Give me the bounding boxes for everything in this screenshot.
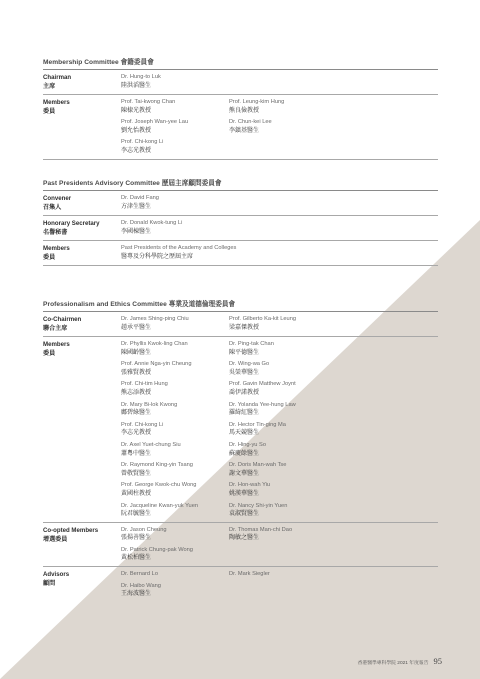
person [121,118,229,135]
role-zh: 顧問 [43,580,56,588]
people-list [121,194,438,211]
role-label [43,315,121,333]
person-name-zh: 張揚善醫生 [121,535,152,542]
people-list [121,98,438,156]
role-label [43,194,121,212]
person [229,98,337,115]
person-name-zh: 趙承平醫生 [121,324,152,331]
person-name-zh: 黃國柱教授 [121,490,152,497]
person [229,315,337,332]
person-name-zh: 熊良儉教授 [229,107,260,114]
person [229,421,337,438]
person-name-zh: 陸洪滔醫生 [121,82,152,89]
person-name-en: Dr. David Fang [121,195,159,201]
person [229,360,337,377]
person-name-en: Dr. Nancy Shi-yin Yuen [229,502,288,509]
person-name-en: Dr. Yolanda Yee-hung Law [229,401,296,408]
role-label [43,219,121,237]
person-name-en: Dr. Phyllis Kwok-ling Chan [121,341,188,347]
role-label [43,526,121,544]
person-name-en: Prof. Chi-kong Li [121,139,164,146]
section-title: Membership Committee 會籍委員會 [43,56,438,70]
person-name-en: Dr. Chun-kei Lee [229,119,272,126]
person-name-zh: 張雅賢教授 [121,369,152,376]
person-name-zh: 王海波醫生 [121,591,152,598]
person-name-zh: 陶敏之醫生 [229,535,260,542]
person [121,219,229,236]
person-name-zh: 李國棟醫生 [121,228,152,235]
role-en: Members [43,245,70,252]
person [229,340,337,357]
person-name-zh: 劉允怡教授 [121,127,152,134]
person [229,461,337,478]
role-en: Co-Chairmen [43,316,82,323]
committee-row [43,216,438,241]
person-name-zh: 袁淑賢醫生 [229,511,260,518]
person-name-en: Dr. Raymond King-yin Tsang [121,462,193,469]
person-name-zh: 陳國齡醫生 [121,349,152,356]
section-membership-committee [43,56,438,160]
person-name-zh: 蘇慶餘醫生 [229,450,260,457]
person-name-en: Prof. Chi-kong Li [121,421,164,428]
section-past-presidents-advisory-committee [43,177,438,266]
person [121,421,229,438]
person-name-zh: 蕭粵中醫生 [121,450,152,457]
footer-report-title: 香港醫學專科學院 2021 年度報告 [357,661,429,666]
person-name-zh: 謝文華醫生 [229,470,260,477]
role-en: Advisors [43,571,70,579]
role-label [43,98,121,116]
person [121,441,229,458]
person-name-en: Prof. Leung-kim Hung [229,99,285,105]
role-label [43,340,121,358]
person-name-en: Prof. Joseph Wan-yee Lau [121,119,189,126]
person-name-zh: 曾敬賢醫生 [121,470,152,477]
people-list [121,526,438,563]
person-name-en: Dr. Hung-to Luk [121,74,161,80]
people-list [121,315,438,332]
role-zh: 委員 [43,254,56,261]
person [121,380,229,397]
committee-row [43,523,438,567]
role-label [43,244,121,262]
person-name-zh: 李鎮基醫生 [229,127,260,134]
person-name-zh: 吳榮華醫生 [229,369,260,376]
page-footer [300,656,442,666]
role-zh: 召集人 [43,204,62,211]
role-en: Co-opted Members [43,526,99,534]
person-name-en: Dr. Doris Man-wah Tse [229,462,287,469]
section-title: Past Presidents Advisory Committee 歷屆主席顧問委員會 [43,177,438,191]
person-name-en: Dr. Patrick Chung-pak Wong [121,546,193,553]
person [229,481,337,498]
person-name-en: Dr. Wing-wa Go [229,361,270,368]
person [229,401,337,418]
people-list [121,244,438,261]
role-label [43,73,121,91]
person-name-en: Dr. Jason Cheung [121,526,167,533]
person-name-zh: 馬天競醫生 [229,430,260,437]
person-name-zh: 李志光教授 [121,147,152,154]
person [121,315,229,332]
person-name-en: Dr. Haibo Wang [121,582,161,589]
role-zh: 聯合主席 [43,325,68,332]
person [229,570,337,579]
person [121,461,229,478]
person-name-zh: 喬伊諾教授 [229,389,260,396]
role-zh: 委員 [43,350,56,357]
person-name-en: Dr. James Shing-ping Chiu [121,316,189,322]
person-name-zh: 阮君毓醫生 [121,511,152,518]
page-number: 95 [433,656,442,666]
role-en: Convener [43,195,72,202]
role-zh: 名譽秘書 [43,229,68,236]
person-name-en: Dr. Bernard Lo [121,571,158,578]
person-name-en: Dr. Axel Yuet-chung Siu [121,441,181,448]
person-name-en: Prof. Gavin Matthew Joynt [229,381,296,388]
committee-row [43,241,438,266]
people-list [121,219,438,236]
person-name-zh: 鄺碧綠醫生 [121,410,152,417]
people-list [121,570,438,599]
people-list [121,73,438,90]
section-professionalism-ethics-committee [43,298,438,602]
person [121,546,229,563]
committee-row [43,191,438,216]
person-name-en: Past Presidents of the Academy and Colleges [121,245,237,251]
person [229,441,337,458]
person [229,526,337,543]
person [121,138,229,155]
committee-row [43,567,438,602]
committee-row [43,70,438,95]
person [121,502,229,519]
people-list [121,340,438,519]
person [121,360,229,377]
person-name-zh: 梁嘉傑教授 [229,324,260,331]
person-name-en: Prof. Chi-tim Hung [121,381,168,388]
person-name-zh: 陳棣光教授 [121,107,152,114]
person [229,118,337,135]
person-name-en: Prof. Gilberto Ka-kit Leung [229,316,297,322]
role-en: Members [43,341,70,348]
committee-row [43,95,438,160]
role-zh: 增選委員 [43,535,68,543]
person [121,570,229,579]
person-name-en: Dr. Donald Kwok-tung Li [121,220,183,226]
person-name-zh: 熊志添教授 [121,389,152,396]
person-name-en: Dr. Thomas Man-chi Dao [229,526,293,533]
committee-row [43,337,438,523]
person-name-zh: 李志光教授 [121,430,152,437]
person [121,73,229,90]
person [121,582,229,599]
person-name-en: Prof. George Kwok-chu Wong [121,482,197,489]
person-name-en: Dr. Ping-tak Chan [229,341,274,347]
person-name-en: Dr. Jacqueline Kwan-yuk Yuen [121,502,199,509]
person-name-zh: 方津生醫生 [121,203,152,210]
role-en: Chairman [43,74,72,81]
person [121,340,229,357]
role-label [43,570,121,588]
person [229,502,337,519]
person-name-en: Prof. Tai-kwong Chan [121,99,176,105]
section-title: Professionalism and Ethics Committee 專業及道德倫理委員會 [43,298,438,312]
person-name-en: Dr. Hon-wah Yiu [229,482,271,489]
person-name-zh: 醫專及分科學院之歷屆主席 [121,253,194,260]
person-name-zh: 羅綺紅醫生 [229,410,260,417]
person [229,380,337,397]
role-zh: 委員 [43,108,56,115]
committee-row [43,312,438,337]
person-name-zh: 姚漢華醫生 [229,490,260,497]
person-name-en: Dr. Mary Bi-lok Kwong [121,401,178,408]
person-name-zh: 陳平德醫生 [229,349,260,356]
role-en: Honorary Secretary [43,220,100,227]
person-name-en: Prof. Annie Nga-yin Cheung [121,361,192,368]
person [121,526,229,543]
person-name-en: Dr. Mark Siegler [229,571,270,578]
role-en: Members [43,99,70,106]
role-zh: 主席 [43,83,56,90]
person [121,481,229,498]
person [121,401,229,418]
person-name-zh: 黃松柏醫生 [121,555,152,562]
person-name-en: Dr. Hing-yu So [229,441,266,448]
person [121,244,351,261]
person [121,194,229,211]
person [121,98,229,115]
person-name-en: Dr. Hector Tin-ging Ma [229,421,286,428]
